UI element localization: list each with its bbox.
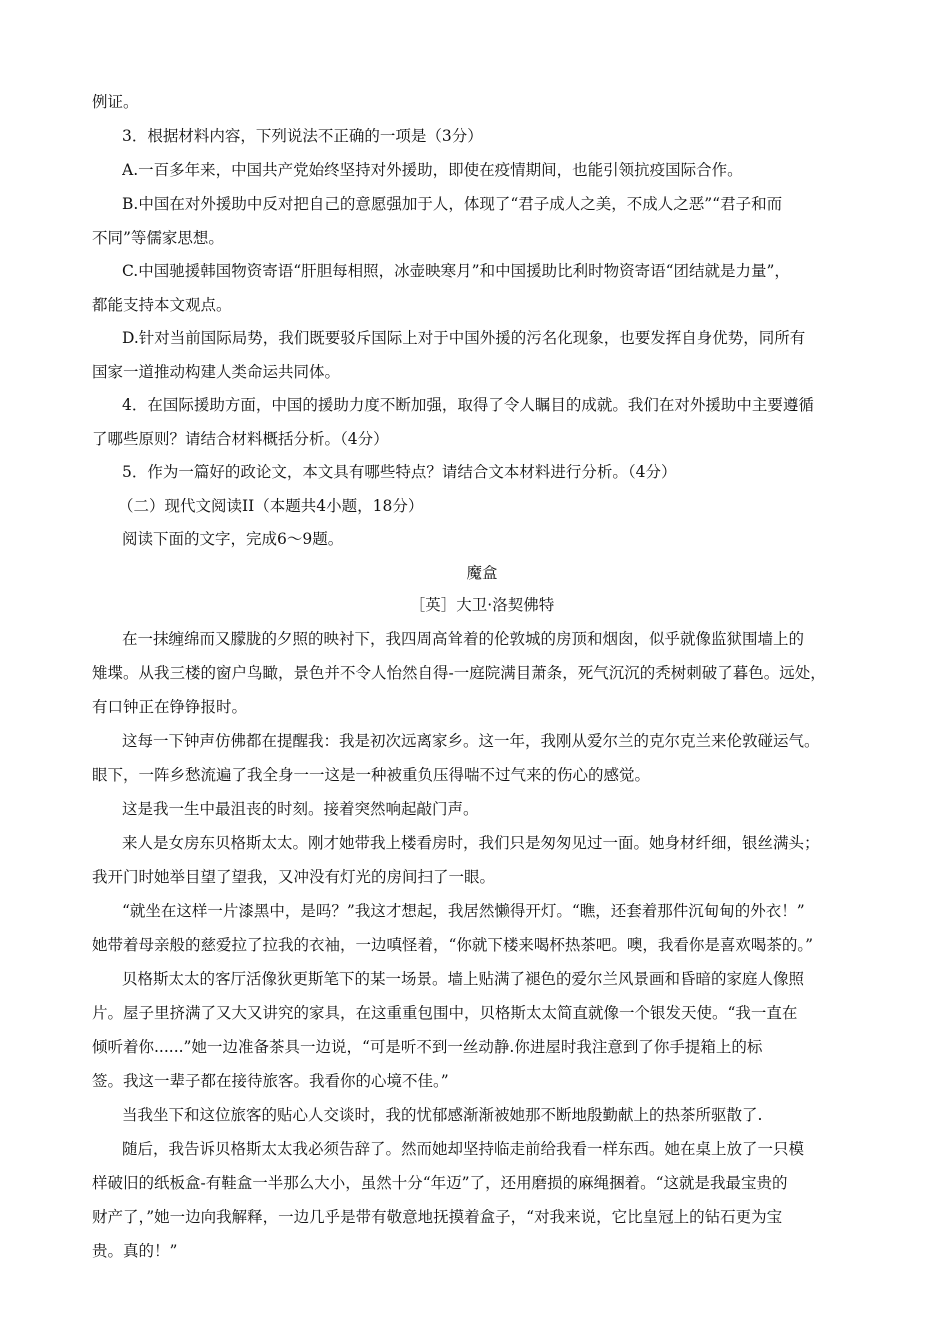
story-author: ［英］大卫·洛契佛特 <box>409 596 555 614</box>
paragraph-line: 随后，我告诉贝格斯太太我必须告辞了。然而她却坚持临走前给我看一样东西。她在桌上放了一只模 <box>122 1140 805 1158</box>
paragraph-line: 贝格斯太太的客厅活像狄更斯笔下的某一场景。墙上贴满了褪色的爱尔兰风景画和昏暗的家庭人像照 <box>122 970 805 988</box>
paragraph-line: 她带着母亲般的慈爱拉了拉我的衣袖，一边嗔怪着，“你就下楼来喝杯热茶吧。噢，我看你是喜欢喝茶的。” <box>92 936 814 954</box>
paragraph-line: 当我坐下和这位旅客的贴心人交谈时，我的忧郁感渐渐被她那不断地殷勤献上的热茶所驱散了. <box>122 1106 763 1124</box>
paragraph-line: 雉堞。从我三楼的窗户鸟瞰，景色并不令人怡然自得-一庭院满目萧条，死气沉沉的秃树刺破了暮色。远处， <box>92 664 826 682</box>
paragraph-line: 贵。真的！” <box>92 1242 178 1260</box>
paragraph-line: 我开门时她举目望了望我，又冲没有灯光的房间扫了一眼。 <box>92 868 496 886</box>
paragraph-line: 样破旧的纸板盒-有鞋盒一半那么大小，虽然十分“年迈”了，还用磨损的麻绳捆着。“这就是我最宝贵的 <box>92 1174 788 1192</box>
question-5: 5．作为一篇好的政论文，本文具有哪些特点？请结合文本材料进行分析。（4分） <box>122 463 677 481</box>
option-b: B.中国在对外援助中反对把自己的意愿强加于人，体现了“君子成人之美，不成人之恶”“君子和而 <box>122 195 783 213</box>
paragraph-line: 有口钟正在铮铮报时。 <box>92 698 248 716</box>
option-b-cont: 不同”等儒家思想。 <box>92 229 224 247</box>
section-heading: （二）现代文阅读II（本题共4小题，18分） <box>118 497 424 515</box>
text-line: 例证。 <box>92 93 139 111</box>
option-d-cont: 国家一道推动构建人类命运共同体。 <box>92 363 341 381</box>
question-4-cont: 了哪些原则？请结合材料概括分析。（4分） <box>92 430 389 448</box>
instruction: 阅读下面的文字，完成6～9题。 <box>122 530 344 548</box>
question-3-stem: 3．根据材料内容，下列说法不正确的一项是（3分） <box>122 127 483 145</box>
paragraph-line: 来人是女房东贝格斯太太。刚才她带我上楼看房时，我们只是匆匆见过一面。她身材纤细，银丝满头； <box>122 834 820 852</box>
paragraph-line: 片。屋子里挤满了又大又讲究的家具，在这重重包围中，贝格斯太太简直就像一个银发天使。“我一直在 <box>92 1004 798 1022</box>
question-4: 4．在国际援助方面，中国的援助力度不断加强，取得了令人瞩目的成就。我们在对外援助中主要遵循 <box>122 396 814 414</box>
paragraph-line: 眼下，一阵乡愁流遍了我全身一一这是一种被重负压得喘不过气来的伤心的感觉。 <box>92 766 651 784</box>
paragraph-line: “就坐在这样一片漆黑中，是吗？”我这才想起，我居然懒得开灯。“瞧，还套着那件沉甸甸的外衣！” <box>122 902 805 920</box>
option-a: A.一百多年来，中国共产党始终坚持对外援助，即使在疫情期间，也能引领抗疫国际合作。 <box>122 161 743 179</box>
paragraph-line: 倾听着你......”她一边准备茶具一边说，“可是听不到一丝动静.你进屋时我注意到了你手提箱上的标 <box>92 1038 763 1056</box>
paragraph-line: 签。我这一辈子都在接待旅客。我看你的心境不佳。” <box>92 1072 449 1090</box>
paragraph-line: 这每一下钟声仿佛都在提醒我：我是初次远离家乡。这一年，我刚从爱尔兰的克尔克兰来伦敦碰运气。 <box>122 732 820 750</box>
option-d: D.针对当前国际局势，我们既要驳斥国际上对于中国外援的污名化现象，也要发挥自身优势，同所有 <box>122 329 806 347</box>
paragraph-line: 这是我一生中最沮丧的时刻。接着突然响起敲门声。 <box>122 800 479 818</box>
story-title: 魔盒 <box>466 564 498 582</box>
option-c: C.中国驰援韩国物资寄语“肝胆每相照，冰壶映寒月”和中国援助比利时物资寄语“团结就是力量”， <box>122 262 790 280</box>
option-c-cont: 都能支持本文观点。 <box>92 296 232 314</box>
paragraph-line: 在一抹缠绵而又朦胧的夕照的映衬下，我四周高耸着的伦敦城的房顶和烟囱，似乎就像监狱围墙上的 <box>122 630 805 648</box>
paragraph-line: 财产了，”她一边向我解释，一边几乎是带有敬意地抚摸着盒子，“对我来说，它比皇冠上的钻石更为宝 <box>92 1208 783 1226</box>
